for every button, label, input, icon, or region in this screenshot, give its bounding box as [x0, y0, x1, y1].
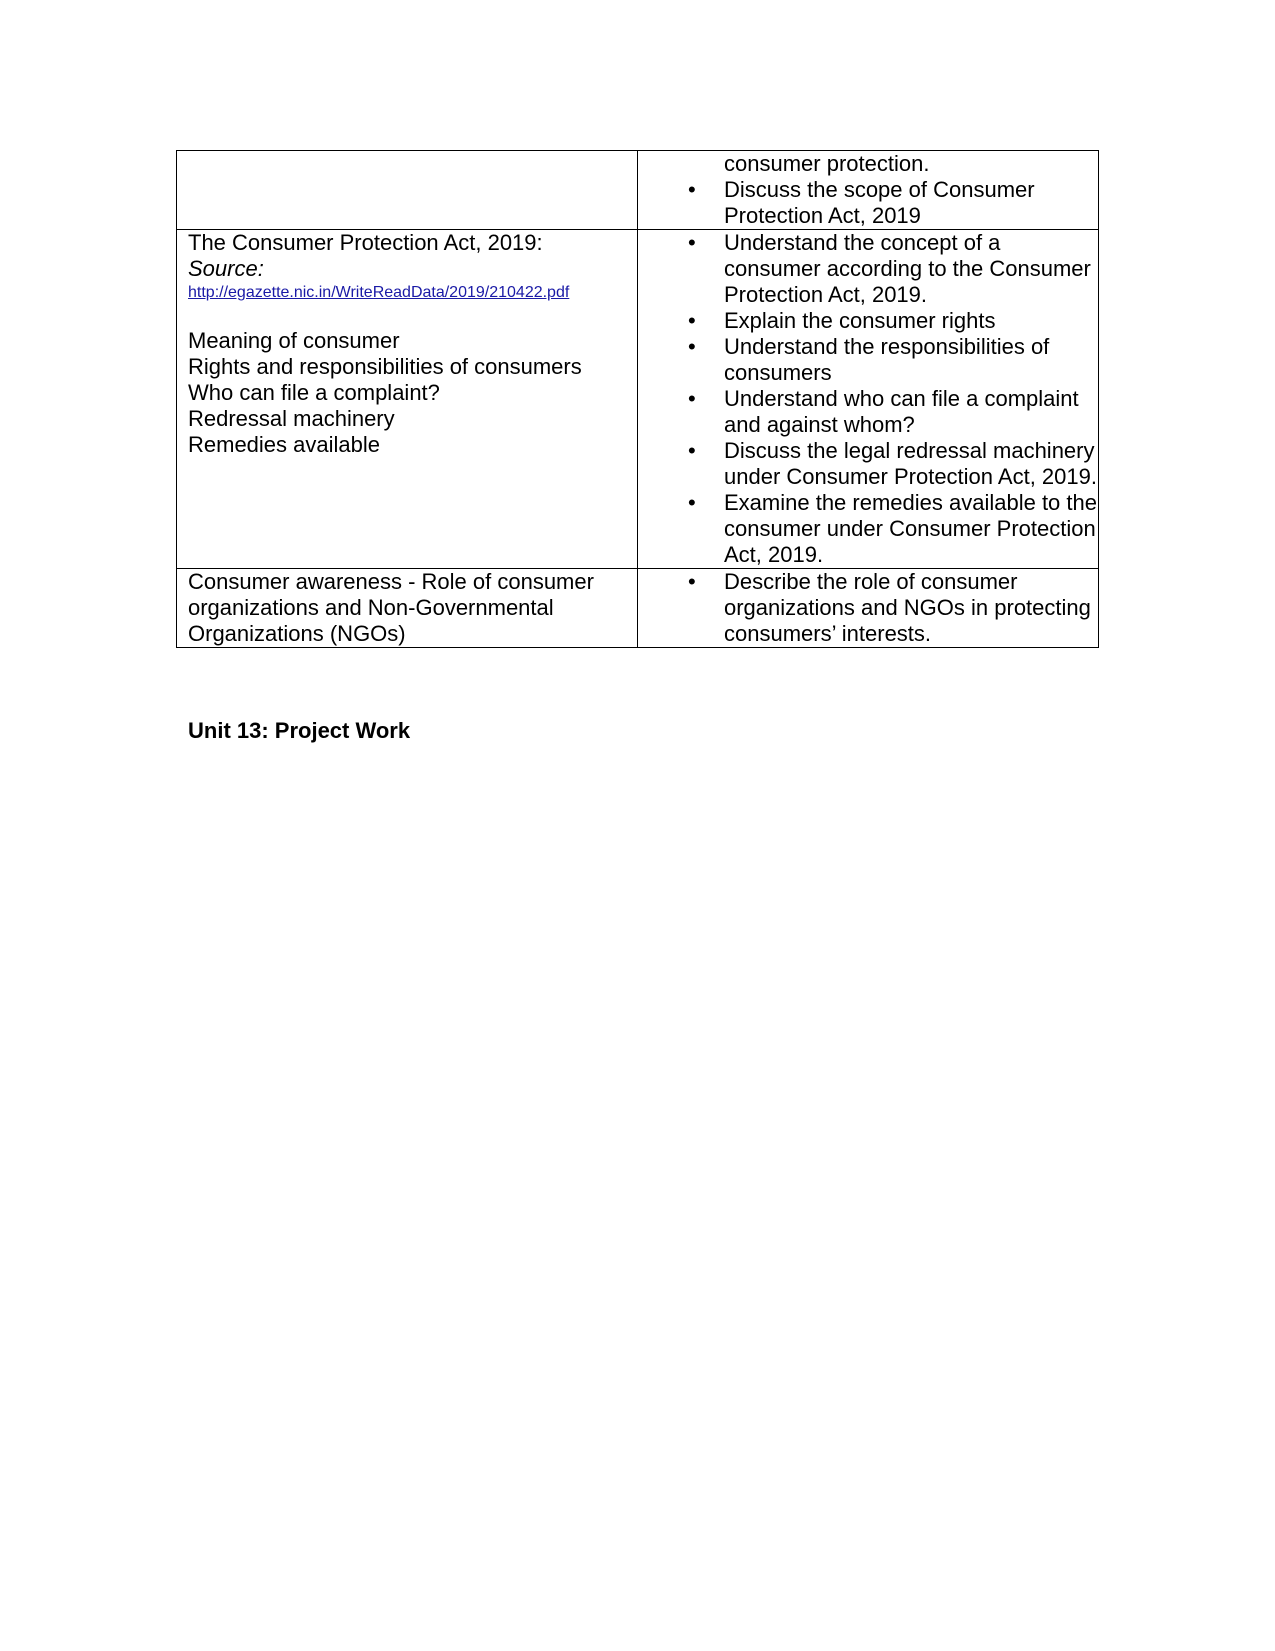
objective-text: Examine the remedies available to the consumer under Consumer Protection Act, 2019. [724, 490, 1097, 567]
row1-left-cell [177, 151, 638, 230]
objective-text: Explain the consumer rights [724, 308, 996, 333]
table-row [177, 151, 1099, 230]
topic-line: Consumer awareness - Role of consumer [188, 569, 594, 594]
table-row [177, 230, 1099, 569]
objectives-list [638, 230, 1098, 568]
bullet-icon: • [688, 334, 696, 359]
section-title: The Consumer Protection Act, 2019: [188, 230, 543, 255]
list-item [638, 177, 1098, 229]
bullet-icon: • [688, 386, 696, 411]
objectives-list [638, 177, 1098, 229]
objective-text: Discuss the scope of Consumer Protection Act, 2019 [724, 177, 1035, 228]
objective-text: Understand who can file a complaint and against whom? [724, 386, 1079, 437]
topic-item: Rights and responsibilities of consumers [188, 354, 582, 379]
row3-right-cell [638, 569, 1099, 648]
bullet-icon: • [688, 177, 696, 202]
row3-left-cell [177, 569, 638, 648]
objective-text: Describe the role of consumer organizations and NGOs in protecting consumers’ interests. [724, 569, 1091, 646]
source-label: Source: [188, 256, 264, 281]
continued-text: consumer protection. [724, 151, 930, 176]
topic-item: Meaning of consumer [188, 328, 400, 353]
topic-line: Organizations (NGOs) [188, 621, 406, 646]
unit-heading: Unit 13: Project Work [188, 718, 411, 743]
topic-item: Remedies available [188, 432, 380, 457]
objectives-list [638, 569, 1098, 647]
spacer [188, 304, 627, 328]
topic-item: Redressal machinery [188, 406, 395, 431]
topic-item: Who can file a complaint? [188, 380, 440, 405]
source-link[interactable]: http://egazette.nic.in/WriteReadData/2019/210422.pdf [188, 284, 570, 301]
bullet-icon: • [688, 569, 696, 594]
syllabus-table [176, 150, 1099, 648]
list-item [638, 308, 1098, 334]
bullet-icon: • [688, 230, 696, 255]
objective-text: Discuss the legal redressal machinery under Consumer Protection Act, 2019. [724, 438, 1097, 489]
list-item [638, 230, 1098, 308]
table-row [177, 569, 1099, 648]
list-item [638, 334, 1098, 386]
topic-line: organizations and Non-Governmental [188, 595, 554, 620]
bullet-icon: • [688, 490, 696, 515]
list-item [638, 490, 1098, 568]
objective-text: Understand the concept of a consumer according to the Consumer Protection Act, 2019. [724, 230, 1091, 307]
objective-text: Understand the responsibilities of consumers [724, 334, 1050, 385]
row1-right-cell [638, 151, 1099, 230]
row2-right-cell [638, 230, 1099, 569]
row2-left-cell [177, 230, 638, 569]
list-item [638, 438, 1098, 490]
bullet-icon: • [688, 308, 696, 333]
bullet-icon: • [688, 438, 696, 463]
list-item [638, 386, 1098, 438]
list-item [638, 569, 1098, 647]
